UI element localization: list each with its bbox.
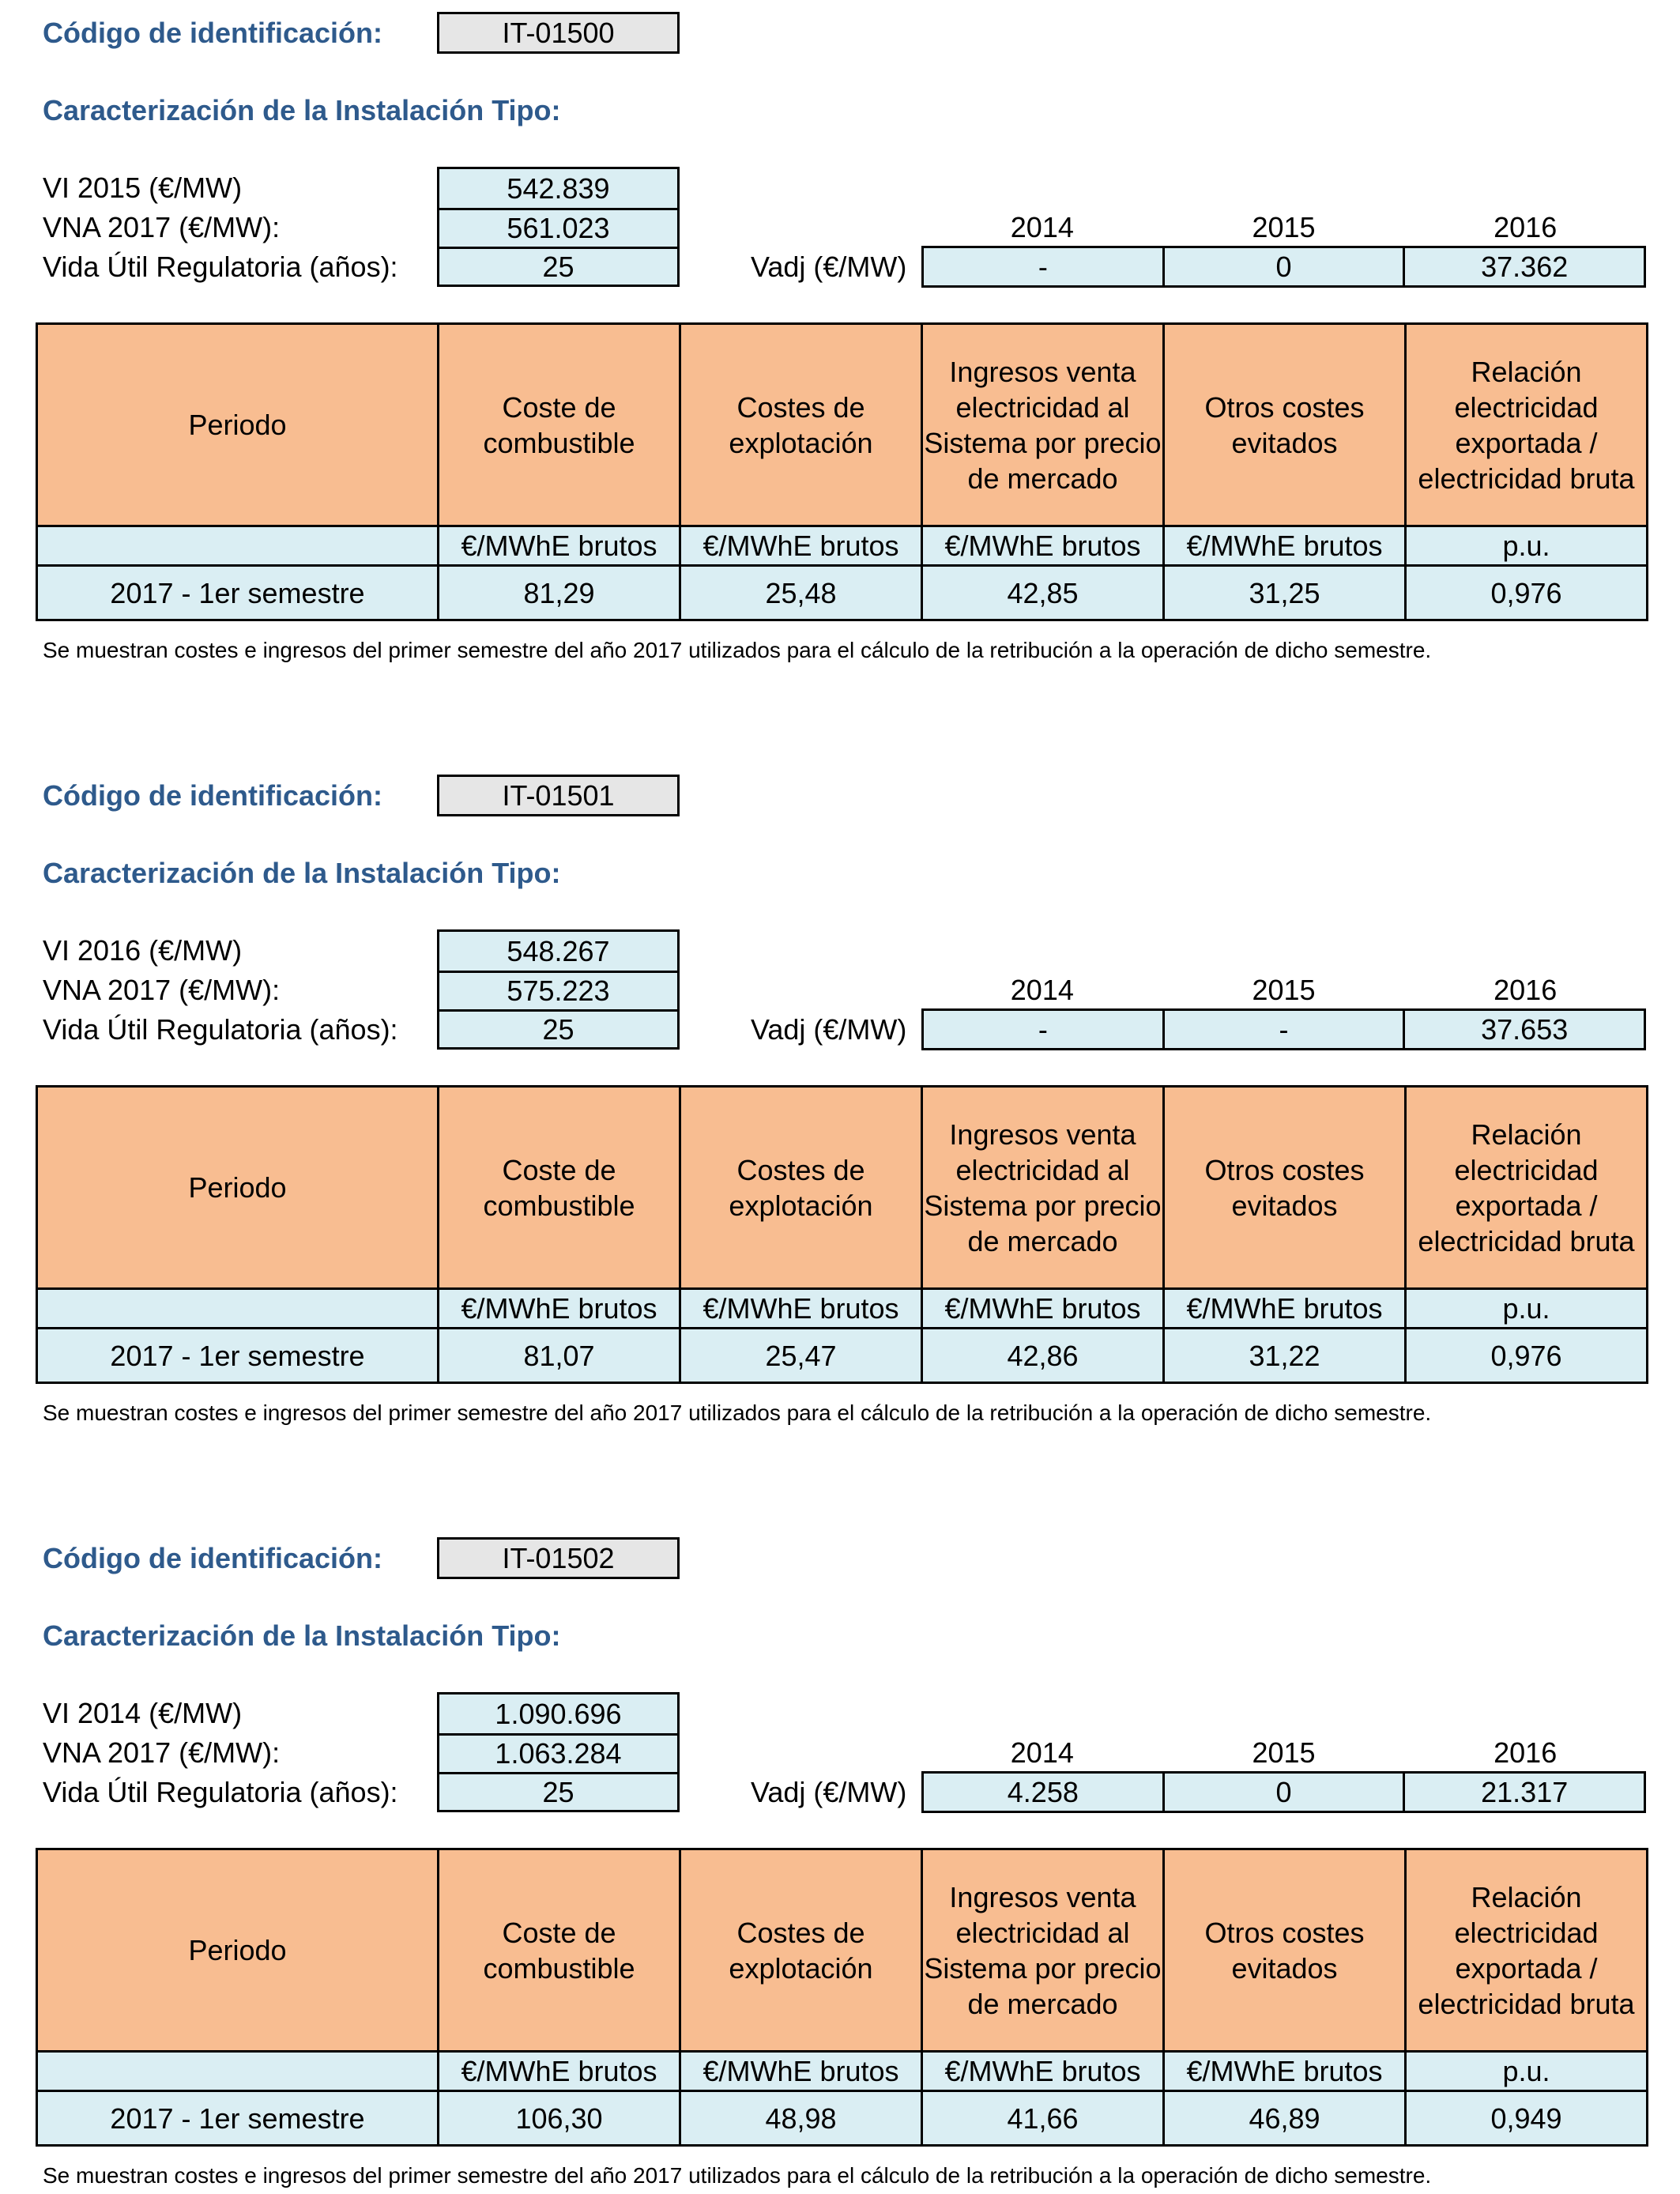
year-headers (921, 971, 1646, 1009)
vida-label: Vida Útil Regulatoria (años): (43, 251, 398, 283)
header-otros-costes: Otros costes evitados (1164, 1087, 1406, 1289)
unit-cell: €/MWhE brutos (680, 2052, 922, 2091)
installation-block (0, 0, 1680, 763)
values-grid (437, 929, 680, 1050)
header-coste-combustible: Coste de combustible (439, 1087, 680, 1289)
units-row (37, 526, 1648, 566)
vadj-2016: 21.317 (1403, 1774, 1644, 1811)
year-2014: 2014 (1010, 211, 1074, 243)
relacion-cell: 0,976 (1406, 566, 1648, 620)
periodo-cell: 2017 - 1er semestre (37, 2091, 439, 2146)
header-relacion: Relación electricidad exportada / electricidad bruta (1406, 1849, 1648, 2052)
vna-label: VNA 2017 (€/MW): (43, 974, 281, 1006)
header-otros-costes: Otros costes evitados (1164, 1849, 1406, 2052)
ingresos-cell: 42,86 (922, 1329, 1164, 1383)
installation-block (0, 763, 1680, 1525)
codigo-value: IT-01500 (437, 12, 680, 54)
codigo-label: Código de identificación: (43, 779, 382, 812)
cost-table (36, 1085, 1648, 1384)
relacion-cell: 0,976 (1406, 1329, 1648, 1383)
otros-costes-cell: 31,22 (1164, 1329, 1406, 1383)
vna-label: VNA 2017 (€/MW): (43, 1736, 281, 1769)
year-2015: 2015 (1252, 211, 1316, 243)
vadj-2015: - (1162, 1011, 1403, 1048)
vida-label: Vida Útil Regulatoria (años): (43, 1776, 398, 1808)
table-header-row (37, 324, 1648, 526)
otros-costes-cell: 46,89 (1164, 2091, 1406, 2146)
footnote: Se muestran costes e ingresos del primer semestre del año 2017 utilizados para el cálculo de la retribución a la operación de dicho semestre. (43, 638, 1432, 662)
vi-label: VI 2014 (€/MW) (43, 1697, 243, 1729)
table-header-row (37, 1087, 1648, 1289)
unit-cell: €/MWhE brutos (1164, 2052, 1406, 2091)
vi-value: 542.839 (507, 172, 610, 205)
coste-combustible-cell: 106,30 (439, 2091, 680, 2146)
periodo-cell: 2017 - 1er semestre (37, 566, 439, 620)
header-coste-combustible: Coste de combustible (439, 324, 680, 526)
header-costes-explotacion: Costes de explotación (680, 1087, 922, 1289)
units-row (37, 1289, 1648, 1329)
vna-value: 1.063.284 (439, 1733, 677, 1772)
unit-cell: €/MWhE brutos (922, 526, 1164, 566)
header-periodo: Periodo (37, 1849, 439, 2052)
vadj-2016: 37.653 (1403, 1011, 1644, 1048)
values-grid (437, 167, 680, 287)
header-costes-explotacion: Costes de explotación (680, 324, 922, 526)
otros-costes-cell: 31,25 (1164, 566, 1406, 620)
year-2016: 2016 (1494, 974, 1558, 1006)
codigo-label: Código de identificación: (43, 17, 382, 49)
year-headers (921, 208, 1646, 247)
table-row (37, 1329, 1648, 1383)
cost-table (36, 322, 1648, 621)
cost-table (36, 1848, 1648, 2147)
footnote: Se muestran costes e ingresos del primer semestre del año 2017 utilizados para el cálculo de la retribución a la operación de dicho semestre. (43, 1400, 1432, 1425)
unit-cell (37, 2052, 439, 2091)
header-ingresos: Ingresos venta electricidad al Sistema por precio de mercado (922, 1849, 1164, 2052)
installation-block (0, 1525, 1680, 2194)
year-2015: 2015 (1252, 974, 1316, 1006)
coste-combustible-cell: 81,07 (439, 1329, 680, 1383)
vadj-label: Vadj (€/MW) (751, 251, 907, 283)
vadj-2015: 0 (1162, 1774, 1403, 1811)
year-2016: 2016 (1494, 211, 1558, 243)
header-relacion: Relación electricidad exportada / electricidad bruta (1406, 1087, 1648, 1289)
year-2016: 2016 (1494, 1736, 1558, 1769)
table-row (37, 566, 1648, 620)
values-grid (437, 1692, 680, 1812)
vadj-values (921, 1008, 1646, 1050)
header-coste-combustible: Coste de combustible (439, 1849, 680, 2052)
table-row (37, 2091, 1648, 2146)
vna-value: 575.223 (439, 971, 677, 1009)
vi-value: 548.267 (507, 934, 610, 967)
unit-cell: €/MWhE brutos (439, 526, 680, 566)
header-relacion: Relación electricidad exportada / electricidad bruta (1406, 324, 1648, 526)
header-periodo: Periodo (37, 324, 439, 526)
caracterizacion-heading: Caracterización de la Instalación Tipo: (43, 1619, 561, 1652)
unit-cell: €/MWhE brutos (922, 2052, 1164, 2091)
year-2014: 2014 (1010, 1736, 1074, 1769)
footnote: Se muestran costes e ingresos del primer semestre del año 2017 utilizados para el cálculo de la retribución a la operación de dicho semestre. (43, 2163, 1432, 2188)
header-ingresos: Ingresos venta electricidad al Sistema por precio de mercado (922, 324, 1164, 526)
vida-value: 25 (439, 247, 677, 285)
vi-label: VI 2016 (€/MW) (43, 934, 243, 967)
vadj-label: Vadj (€/MW) (751, 1013, 907, 1046)
year-headers (921, 1733, 1646, 1772)
unit-cell: €/MWhE brutos (680, 1289, 922, 1329)
codigo-label: Código de identificación: (43, 1542, 382, 1574)
vna-label: VNA 2017 (€/MW): (43, 211, 281, 243)
vi-value: 1.090.696 (495, 1697, 622, 1730)
vadj-2014: 4.258 (1007, 1775, 1079, 1808)
table-header-row (37, 1849, 1648, 2052)
costes-explotacion-cell: 48,98 (680, 2091, 922, 2146)
caracterizacion-heading: Caracterización de la Instalación Tipo: (43, 857, 561, 889)
year-2015: 2015 (1252, 1736, 1316, 1769)
header-periodo: Periodo (37, 1087, 439, 1289)
vadj-label: Vadj (€/MW) (751, 1776, 907, 1808)
ingresos-cell: 42,85 (922, 566, 1164, 620)
unit-cell: p.u. (1406, 526, 1648, 566)
unit-cell (37, 526, 439, 566)
relacion-cell: 0,949 (1406, 2091, 1648, 2146)
ingresos-cell: 41,66 (922, 2091, 1164, 2146)
vadj-values (921, 246, 1646, 288)
year-2014: 2014 (1010, 974, 1074, 1006)
costes-explotacion-cell: 25,47 (680, 1329, 922, 1383)
units-row (37, 2052, 1648, 2091)
vida-value: 25 (439, 1009, 677, 1048)
unit-cell: €/MWhE brutos (439, 2052, 680, 2091)
header-costes-explotacion: Costes de explotación (680, 1849, 922, 2052)
unit-cell: p.u. (1406, 1289, 1648, 1329)
periodo-cell: 2017 - 1er semestre (37, 1329, 439, 1383)
vadj-2015: 0 (1162, 248, 1403, 285)
vadj-2014: - (1038, 250, 1048, 283)
codigo-value: IT-01502 (437, 1537, 680, 1579)
vida-label: Vida Útil Regulatoria (años): (43, 1013, 398, 1046)
unit-cell: p.u. (1406, 2052, 1648, 2091)
vadj-2014: - (1038, 1012, 1048, 1046)
header-otros-costes: Otros costes evitados (1164, 324, 1406, 526)
vadj-values (921, 1771, 1646, 1813)
unit-cell: €/MWhE brutos (1164, 1289, 1406, 1329)
vadj-2016: 37.362 (1403, 248, 1644, 285)
caracterizacion-heading: Caracterización de la Instalación Tipo: (43, 94, 561, 126)
vna-value: 561.023 (439, 208, 677, 247)
vi-label: VI 2015 (€/MW) (43, 172, 243, 204)
header-ingresos: Ingresos venta electricidad al Sistema por precio de mercado (922, 1087, 1164, 1289)
unit-cell (37, 1289, 439, 1329)
unit-cell: €/MWhE brutos (1164, 526, 1406, 566)
vida-value: 25 (439, 1772, 677, 1811)
unit-cell: €/MWhE brutos (439, 1289, 680, 1329)
unit-cell: €/MWhE brutos (680, 526, 922, 566)
costes-explotacion-cell: 25,48 (680, 566, 922, 620)
unit-cell: €/MWhE brutos (922, 1289, 1164, 1329)
codigo-value: IT-01501 (437, 775, 680, 816)
coste-combustible-cell: 81,29 (439, 566, 680, 620)
